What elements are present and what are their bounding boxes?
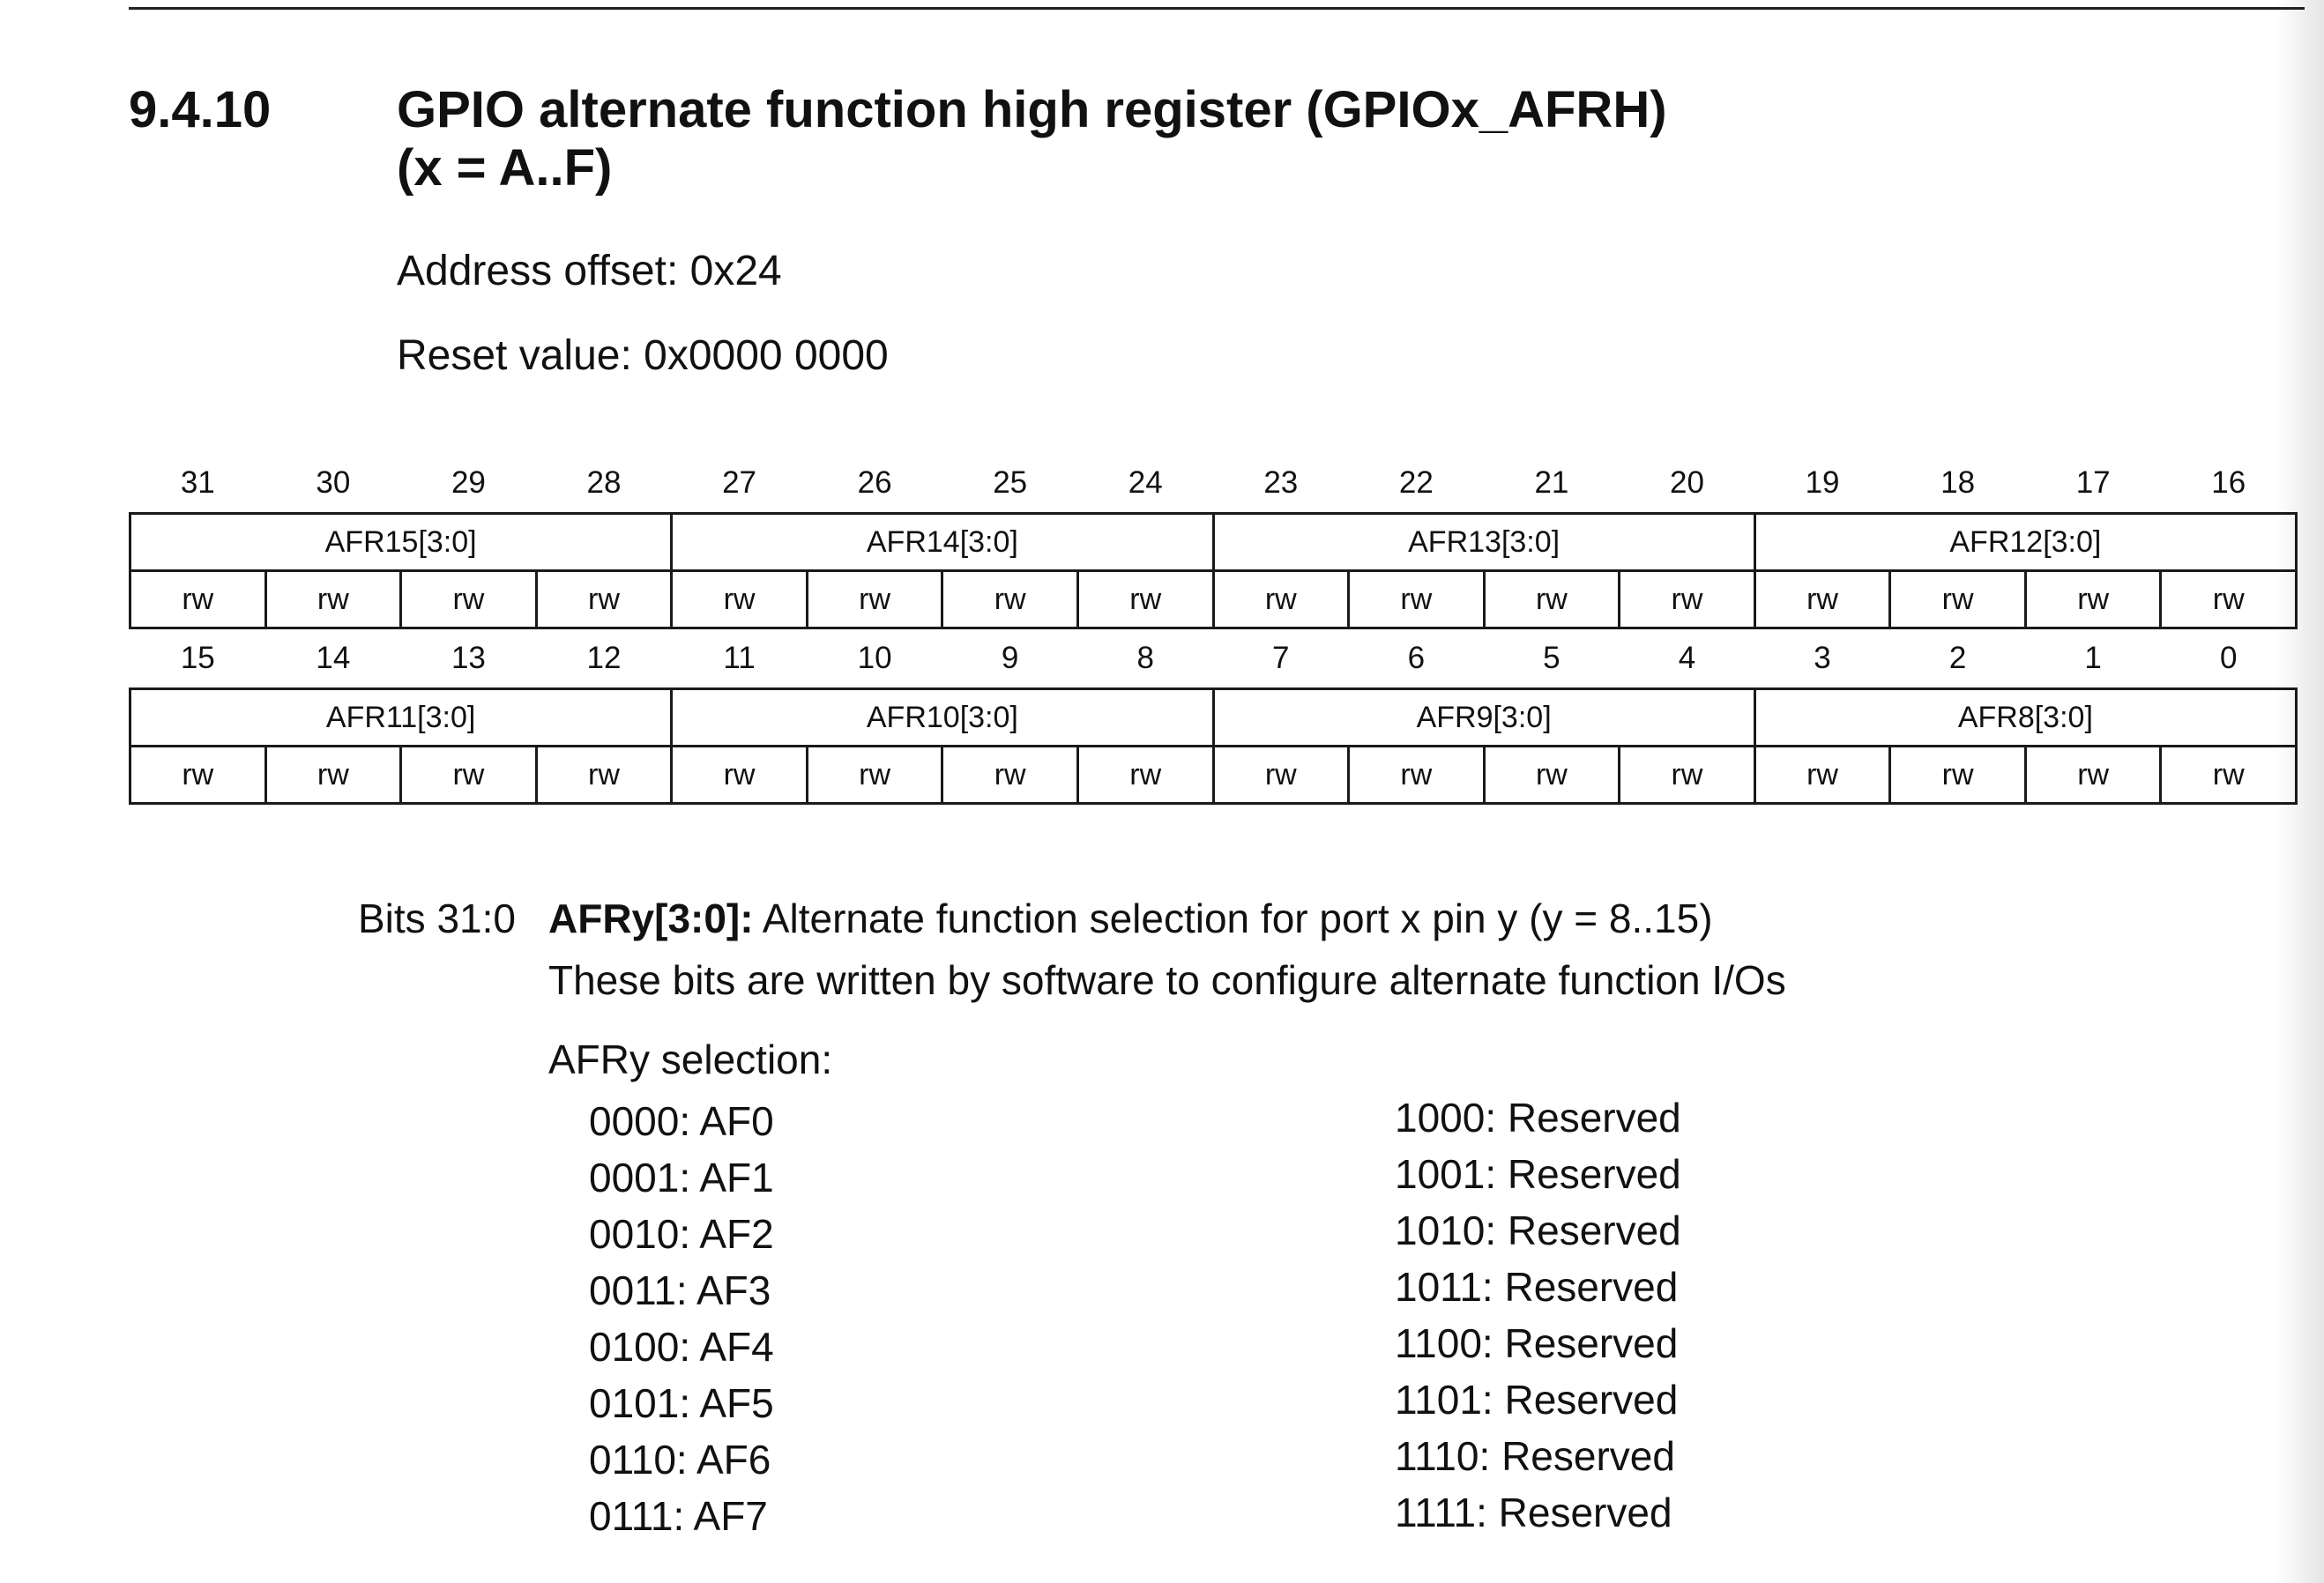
access-type: rw <box>1484 747 1620 804</box>
selection-option: 1001: Reserved <box>1395 1151 1681 1197</box>
access-row-lower <box>130 747 2297 804</box>
bit-number: 23 <box>1263 465 1299 500</box>
bit-number: 10 <box>857 641 892 675</box>
options-left-column <box>589 1093 774 1544</box>
bit-number: 18 <box>1940 465 1976 500</box>
bit-number: 0 <box>2219 641 2238 675</box>
section-title-line1: GPIO alternate function high register (GPIOx_AFRH) <box>397 81 1667 138</box>
selection-option: 0000: AF0 <box>589 1098 774 1144</box>
selection-option: 0010: AF2 <box>589 1211 774 1257</box>
bit-number: 1 <box>2084 641 2102 675</box>
section-number: 9.4.10 <box>129 81 272 138</box>
bit-number: 25 <box>993 465 1028 500</box>
selection-option: 0100: AF4 <box>589 1324 774 1370</box>
register-field: AFR14[3:0] <box>672 514 1213 571</box>
section-title-line2: (x = A..F) <box>397 139 613 197</box>
bits-description-line2: These bits are written by software to configure alternate function I/Os <box>548 957 1786 1003</box>
bit-number: 13 <box>451 641 486 675</box>
selection-option: 0110: AF6 <box>589 1437 771 1483</box>
bit-number: 15 <box>180 641 215 675</box>
access-type: rw <box>942 571 1078 628</box>
bit-number: 21 <box>1534 465 1569 500</box>
bit-number: 29 <box>451 465 486 500</box>
bits-description <box>548 894 2223 943</box>
bit-number: 7 <box>1272 641 1290 675</box>
bit-number: 22 <box>1398 465 1434 500</box>
bit-number-row-upper <box>130 454 2297 514</box>
bit-number: 6 <box>1407 641 1426 675</box>
register-field: AFR12[3:0] <box>1754 514 2296 571</box>
access-type: rw <box>265 747 401 804</box>
bits-field-name: AFRy[3:0]: <box>548 896 754 941</box>
access-type: rw <box>807 571 942 628</box>
bit-number: 11 <box>723 641 756 675</box>
access-type: rw <box>536 571 672 628</box>
bit-number: 3 <box>1814 641 1831 675</box>
access-type: rw <box>130 571 266 628</box>
access-type: rw <box>1077 571 1213 628</box>
access-type: rw <box>1890 747 2026 804</box>
access-type: rw <box>1349 747 1485 804</box>
access-type: rw <box>1213 571 1349 628</box>
access-type: rw <box>1620 571 1755 628</box>
reset-value: Reset value: 0x0000 0000 <box>397 332 889 379</box>
bits-range-label: Bits 31:0 <box>358 896 516 941</box>
access-type: rw <box>1754 571 1890 628</box>
bit-number: 2 <box>1948 641 1967 675</box>
bit-number: 17 <box>2075 465 2111 500</box>
access-type: rw <box>1213 747 1349 804</box>
bit-number: 26 <box>857 465 892 500</box>
selection-option: 0001: AF1 <box>589 1155 774 1200</box>
selection-option: 1100: Reserved <box>1395 1320 1679 1366</box>
selection-option: 1101: Reserved <box>1395 1377 1679 1423</box>
bit-number: 30 <box>316 465 351 500</box>
page-edge-shadow <box>2275 0 2324 1583</box>
access-type: rw <box>130 747 266 804</box>
bit-number: 20 <box>1670 465 1704 500</box>
access-type: rw <box>536 747 672 804</box>
access-type: rw <box>2025 747 2161 804</box>
access-type: rw <box>2161 747 2297 804</box>
access-type: rw <box>1890 571 2026 628</box>
bit-number: 16 <box>2211 465 2246 500</box>
bit-number: 24 <box>1128 465 1163 500</box>
access-type: rw <box>401 571 537 628</box>
selection-option: 0011: AF3 <box>589 1267 771 1313</box>
selection-option: 1000: Reserved <box>1395 1095 1681 1141</box>
selection-option: 1010: Reserved <box>1395 1208 1681 1253</box>
section-title <box>397 81 1896 197</box>
selection-option: 1111: Reserved <box>1395 1490 1672 1535</box>
register-field: AFR10[3:0] <box>672 689 1213 747</box>
field-row-lower <box>130 689 2297 747</box>
bit-number: 19 <box>1805 465 1840 500</box>
selection-option: 0111: AF7 <box>589 1493 768 1539</box>
top-rule <box>129 7 2305 10</box>
access-type: rw <box>672 747 808 804</box>
bit-number: 8 <box>1136 641 1154 675</box>
register-field: AFR9[3:0] <box>1213 689 1754 747</box>
access-row-upper <box>130 571 2297 628</box>
bit-number: 5 <box>1543 641 1561 675</box>
bit-number: 4 <box>1678 641 1696 675</box>
register-field: AFR11[3:0] <box>130 689 672 747</box>
access-type: rw <box>265 571 401 628</box>
access-type: rw <box>401 747 537 804</box>
access-type: rw <box>1484 571 1620 628</box>
access-type: rw <box>1754 747 1890 804</box>
access-type: rw <box>1077 747 1213 804</box>
access-type: rw <box>1620 747 1755 804</box>
access-type: rw <box>2025 571 2161 628</box>
access-type: rw <box>1349 571 1485 628</box>
bits-description-text: Alternate function selection for port x pin y (y = 8..15) <box>753 896 1713 941</box>
register-map-table <box>129 454 2298 805</box>
bit-number: 14 <box>316 641 351 675</box>
address-offset: Address offset: 0x24 <box>397 248 782 294</box>
access-type: rw <box>2161 571 2297 628</box>
bit-number-row-lower <box>130 628 2297 689</box>
register-field: AFR8[3:0] <box>1754 689 2296 747</box>
selection-title: AFRy selection: <box>548 1037 833 1082</box>
bit-number: 27 <box>722 465 756 500</box>
register-field: AFR13[3:0] <box>1213 514 1754 571</box>
access-type: rw <box>672 571 808 628</box>
access-type: rw <box>807 747 942 804</box>
bit-number: 12 <box>586 641 622 675</box>
selection-option: 1011: Reserved <box>1395 1264 1679 1310</box>
bit-number: 28 <box>586 465 622 500</box>
selection-option: 0101: AF5 <box>589 1380 774 1426</box>
bit-number: 31 <box>180 465 215 500</box>
options-right-column <box>1395 1089 1681 1541</box>
register-field: AFR15[3:0] <box>130 514 672 571</box>
bit-number: 9 <box>1001 641 1019 675</box>
access-type: rw <box>942 747 1078 804</box>
field-row-upper <box>130 514 2297 571</box>
selection-option: 1110: Reserved <box>1395 1433 1675 1479</box>
